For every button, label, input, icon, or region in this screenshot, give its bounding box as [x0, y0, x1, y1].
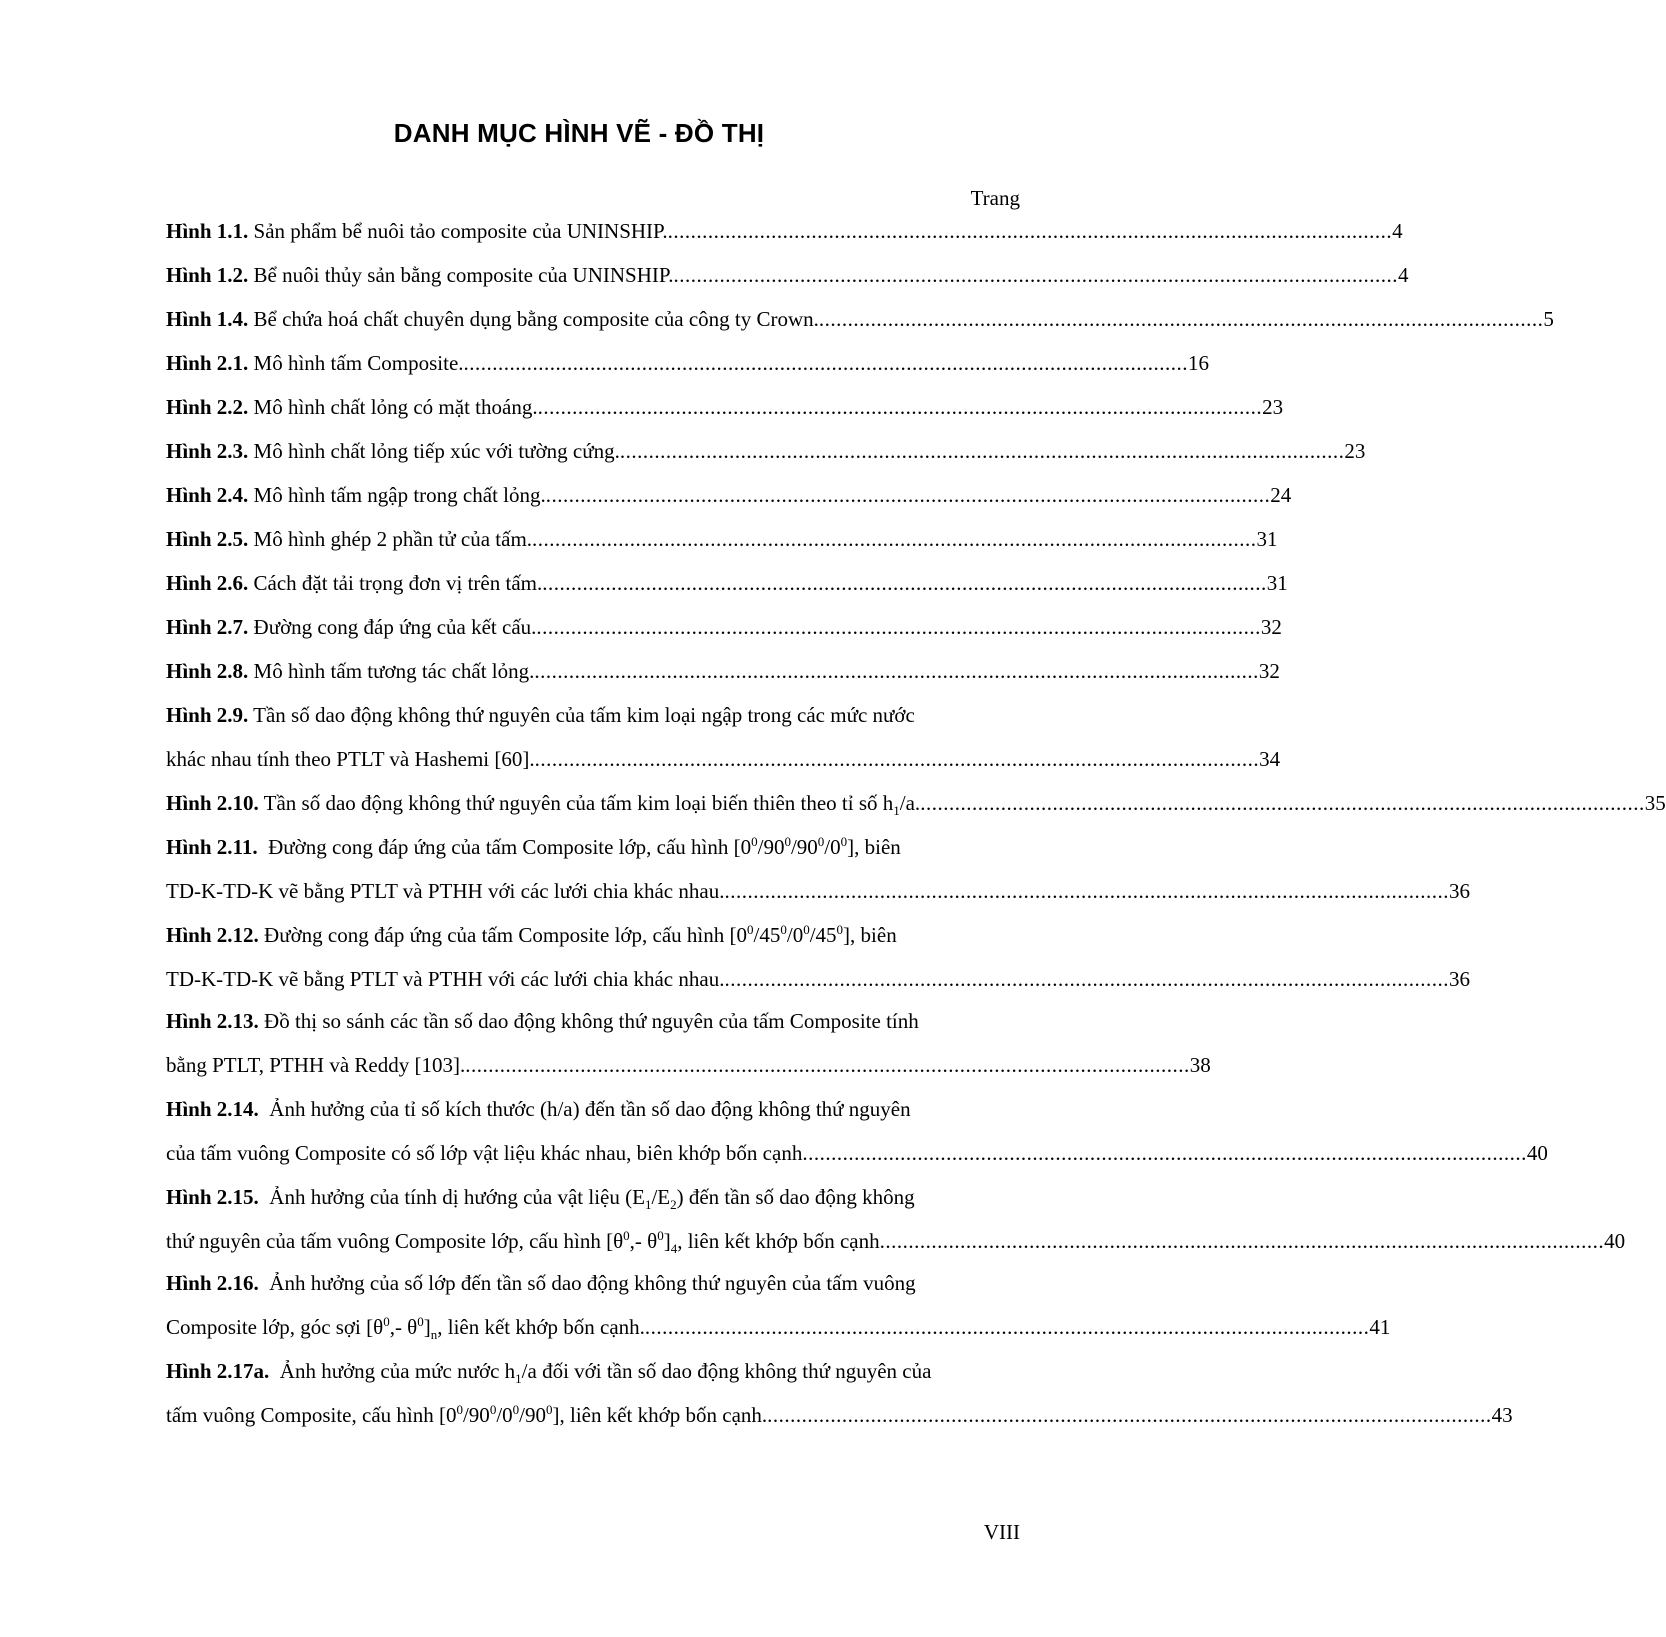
list-item[interactable]: Hình 1.4. Bể chứa hoá chất chuyên dụng bằng composite của công ty Crown. .............................................................................................................................. 5 [166, 307, 1554, 331]
list-item[interactable]: Hình 2.5. Mô hình ghép 2 phần tử của tấm. .............................................................................................................................. 31 [166, 527, 1278, 551]
list-item[interactable]: Hình 2.6. Cách đặt tải trọng đơn vị trên tấm. .............................................................................................................................. 31 [166, 571, 1288, 595]
list-item[interactable]: Hình 2.14. Ảnh hưởng của tỉ số kích thước (h/a) đến tần số dao động không thứ nguyên của tấm vuông Composite có số lớp vật liệu khác nhau, biên khớp bốn cạnh .............................................................................................................................. 40 [166, 1097, 1548, 1165]
list-item[interactable]: Hình 2.16. Ảnh hưởng của số lớp đến tần số dao động không thứ nguyên của tấm vuông Composite lớp, góc sợi [$\theta^0,-$ $\theta^0]_n$, liên kết khớp bốn cạnh. .............................................................................................................................. 41 [166, 1271, 1391, 1343]
list-item[interactable]: Hình 2.4. Mô hình tấm ngập trong chất lỏng. .............................................................................................................................. 24 [166, 483, 1292, 507]
list-item[interactable]: Hình 2.9. Tần số dao động không thứ nguyên của tấm kim loại ngập trong các mức nước khác nhau tính theo PTLT và Hashemi [60]. .............................................................................................................................. 34 [166, 703, 1281, 771]
list-item[interactable]: Hình 2.17a. Ảnh hưởng của mức nước $h_1/a$ đối với tần số dao động không thứ nguyên của tấm vuông Composite, cấu hình $[0^0/90^0/0^0/90^0]$, liên kết khớp bốn cạnh. .............................................................................................................................. 43 [166, 1359, 1513, 1427]
page-column-label: Trang [970, 186, 1020, 210]
list-item[interactable]: Hình 2.15. Ảnh hưởng của tính dị hướng của vật liệu $(E_1/E_2)$ đến tần số dao động không thứ nguyên của tấm vuông Composite lớp, cấu hình [$\theta^0,-$ $\theta^0]_4$, liên kết khớp bốn cạnh .............................................................................................................................. 40 [166, 1185, 1626, 1257]
page-title: DANH MỤC HÌNH VẼ - ĐỒ THỊ [393, 118, 765, 148]
list-item[interactable]: Hình 2.11. Đường cong đáp ứng của tấm Composite lớp, cấu hình $[0^0/90^0/90^0/0^0]$, biên TD-K-TD-K vẽ bằng PTLT và PTHH với các lưới chia khác nhau. .............................................................................................................................. 36 [166, 834, 1470, 903]
list-item[interactable]: Hình 2.12. Đường cong đáp ứng của tấm Composite lớp, cấu hình $[0^0/45^0/0^0/45^0]$, biên TD-K-TD-K vẽ bằng PTLT và PTHH với các lưới chia khác nhau. .............................................................................................................................. 36 [166, 922, 1470, 991]
list-item[interactable]: Hình 1.2. Bể nuôi thủy sản bằng composite của UNINSHIP. .............................................................................................................................. 4 [166, 263, 1409, 287]
list-item[interactable]: Hình 2.8. Mô hình tấm tương tác chất lỏng. .............................................................................................................................. 32 [166, 659, 1280, 683]
list-item[interactable]: Hình 2.13. Đồ thị so sánh các tần số dao động không thứ nguyên của tấm Composite tính bằng PTLT, PTHH và Reddy [103]. .............................................................................................................................. 38 [166, 1009, 1211, 1077]
list-item[interactable]: Hình 2.7. Đường cong đáp ứng của kết cấu. .............................................................................................................................. 32 [166, 615, 1282, 639]
list-item[interactable]: Hình 2.1. Mô hình tấm Composite. .............................................................................................................................. 16 [166, 351, 1210, 375]
page-number: VIII [983, 1520, 1020, 1544]
list-item[interactable]: Hình 2.10. Tần số dao động không thứ nguyên của tấm kim loại biến thiên theo tỉ số $h_1/a$. .............................................................................................................................. 35 [166, 791, 1666, 819]
list-item[interactable]: Hình 2.2. Mô hình chất lỏng có mặt thoáng. .............................................................................................................................. 23 [166, 395, 1284, 419]
list-item[interactable]: Hình 1.1. Sản phẩm bể nuôi tảo composite của UNINSHIP. .............................................................................................................................. 4 [166, 219, 1403, 243]
list-item[interactable]: Hình 2.3. Mô hình chất lỏng tiếp xúc với tường cứng. .............................................................................................................................. 23 [166, 439, 1366, 463]
